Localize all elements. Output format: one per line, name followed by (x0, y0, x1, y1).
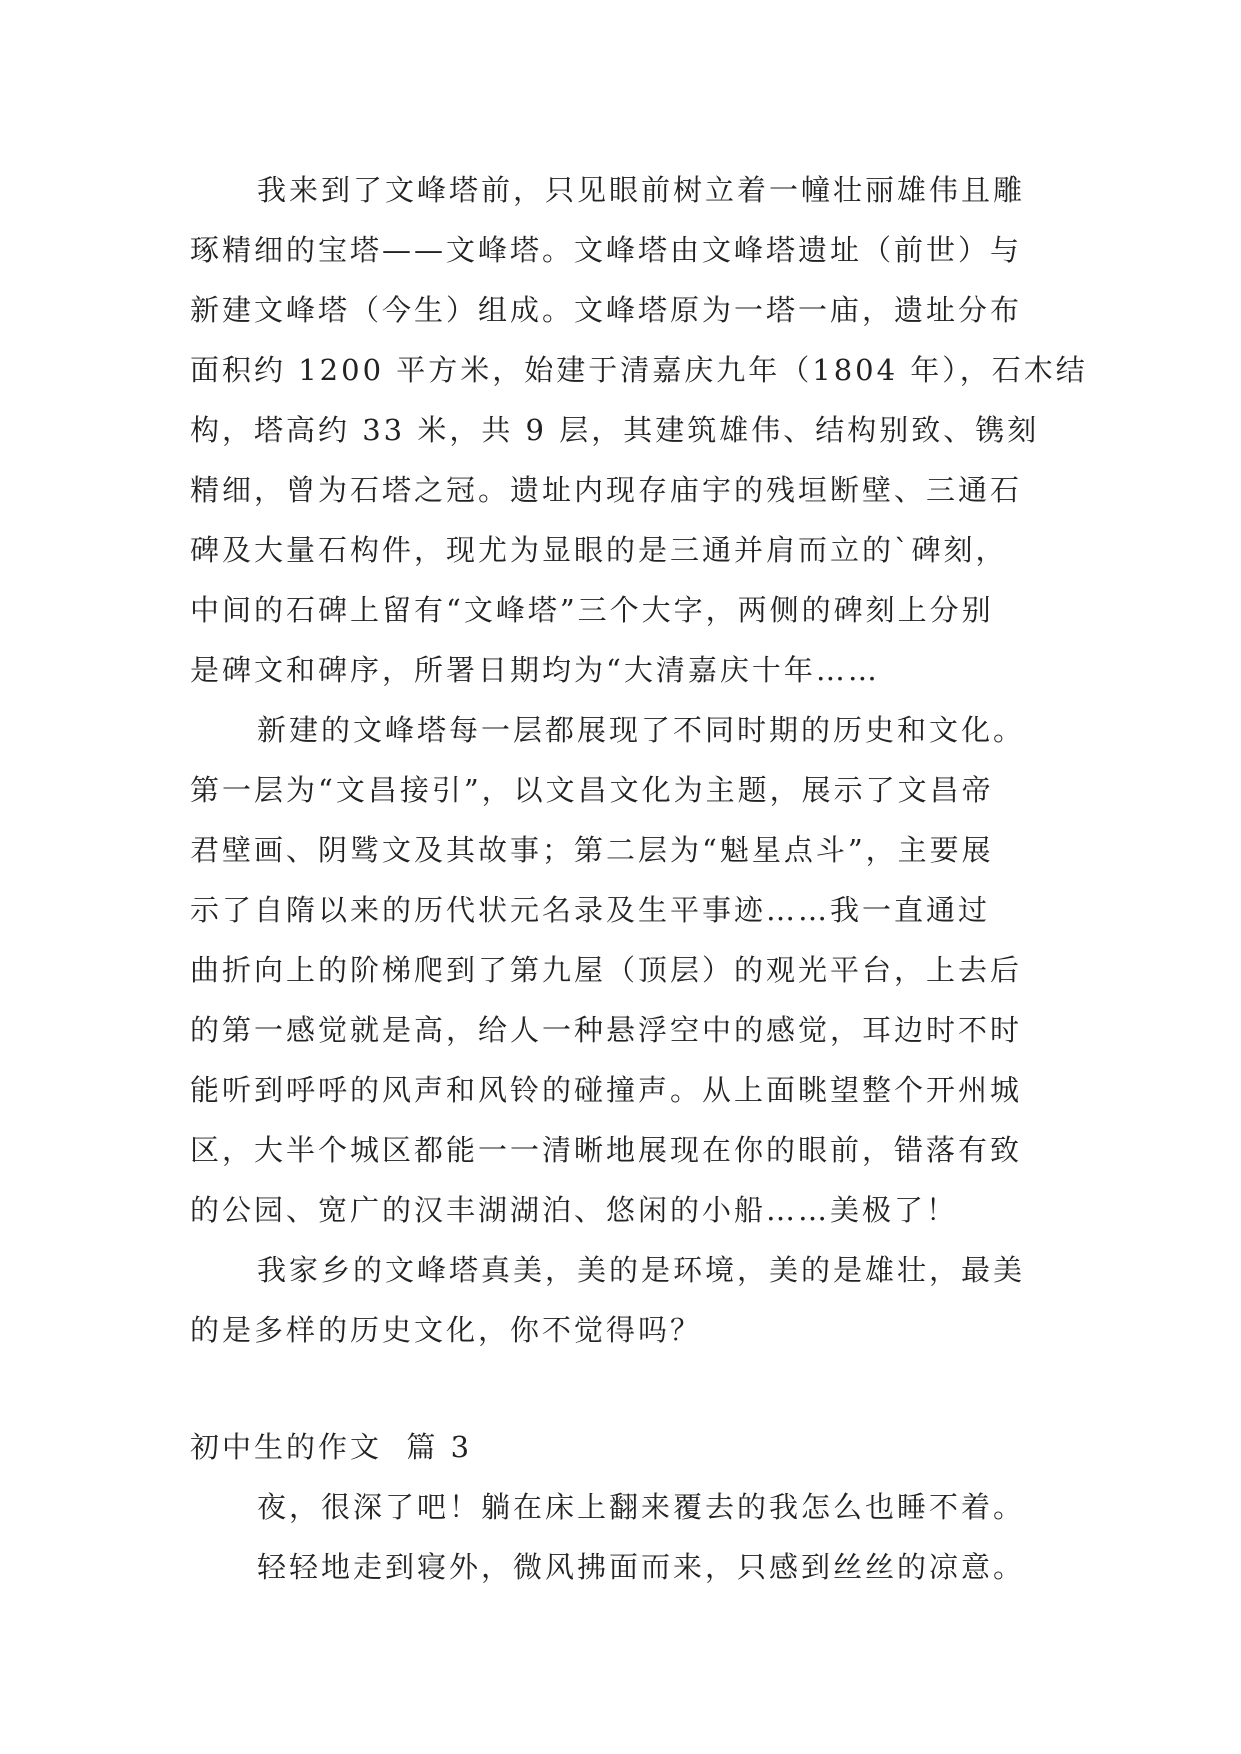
text-line: 的第一感觉就是高，给人一种悬浮空中的感觉，耳边时不时 (190, 1013, 1023, 1047)
text-line: 碑及大量石构件，现尤为显眼的是三通并肩而立的`碑刻， (190, 533, 1008, 567)
text-line: 我来到了文峰塔前，只见眼前树立着一幢壮丽雄伟且雕 (257, 173, 1026, 207)
text-line: 夜，很深了吧！躺在床上翻来覆去的我怎么也睡不着。 (257, 1490, 1026, 1524)
paragraph-1 (190, 160, 1090, 700)
text-line: 琢精细的宝塔——文峰塔。文峰塔由文峰塔遗址（前世）与 (190, 233, 1023, 267)
text-line: 精细，曾为石塔之冠。遗址内现存庙宇的残垣断壁、三通石 (190, 473, 1023, 507)
section-spacer (190, 1360, 1090, 1417)
paragraph-3 (190, 1240, 1090, 1360)
text-line: 示了自隋以来的历代状元名录及生平事迹……我一直通过 (190, 893, 991, 927)
text-line: 我家乡的文峰塔真美，美的是环境，美的是雄壮，最美 (257, 1253, 1026, 1287)
text-line: 曲折向上的阶梯爬到了第九屋（顶层）的观光平台，上去后 (190, 953, 1023, 987)
text-line: 的是多样的历史文化，你不觉得吗？ (190, 1313, 703, 1347)
section-heading: 初中生的作文 篇 3 (190, 1430, 473, 1464)
text-line: 中间的石碑上留有“文峰塔”三个大字，两侧的碑刻上分别 (190, 593, 994, 627)
paragraph-4 (190, 1477, 1090, 1537)
text-line: 新建文峰塔（今生）组成。文峰塔原为一塔一庙，遗址分布 (190, 293, 1023, 327)
text-line: 区，大半个城区都能一一清晰地展现在你的眼前，错落有致 (190, 1133, 1023, 1167)
text-line: 轻轻地走到寝外，微风拂面而来，只感到丝丝的凉意。 (257, 1550, 1026, 1584)
paragraph-2 (190, 700, 1090, 1240)
paragraph-5 (190, 1537, 1090, 1597)
text-line: 第一层为“文昌接引”，以文昌文化为主题，展示了文昌帝 (190, 773, 994, 807)
text-line: 新建的文峰塔每一层都展现了不同时期的历史和文化。 (257, 713, 1026, 747)
text-line: 君壁画、阴骘文及其故事；第二层为“魁星点斗”，主要展 (190, 833, 994, 867)
text-line: 面积约 1200 平方米，始建于清嘉庆九年（1804 年），石木结 (190, 353, 1088, 387)
essay-body (190, 160, 1090, 1597)
text-line: 能听到呼呼的风声和风铃的碰撞声。从上面眺望整个开州城 (190, 1073, 1023, 1107)
text-line: 是碑文和碑序，所署日期均为“大清嘉庆十年…… (190, 653, 880, 687)
text-line: 构，塔高约 33 米，共 9 层，其建筑雄伟、结构别致、镌刻 (190, 413, 1040, 447)
text-line: 的公园、宽广的汉丰湖湖泊、悠闲的小船……美极了！ (190, 1193, 959, 1227)
